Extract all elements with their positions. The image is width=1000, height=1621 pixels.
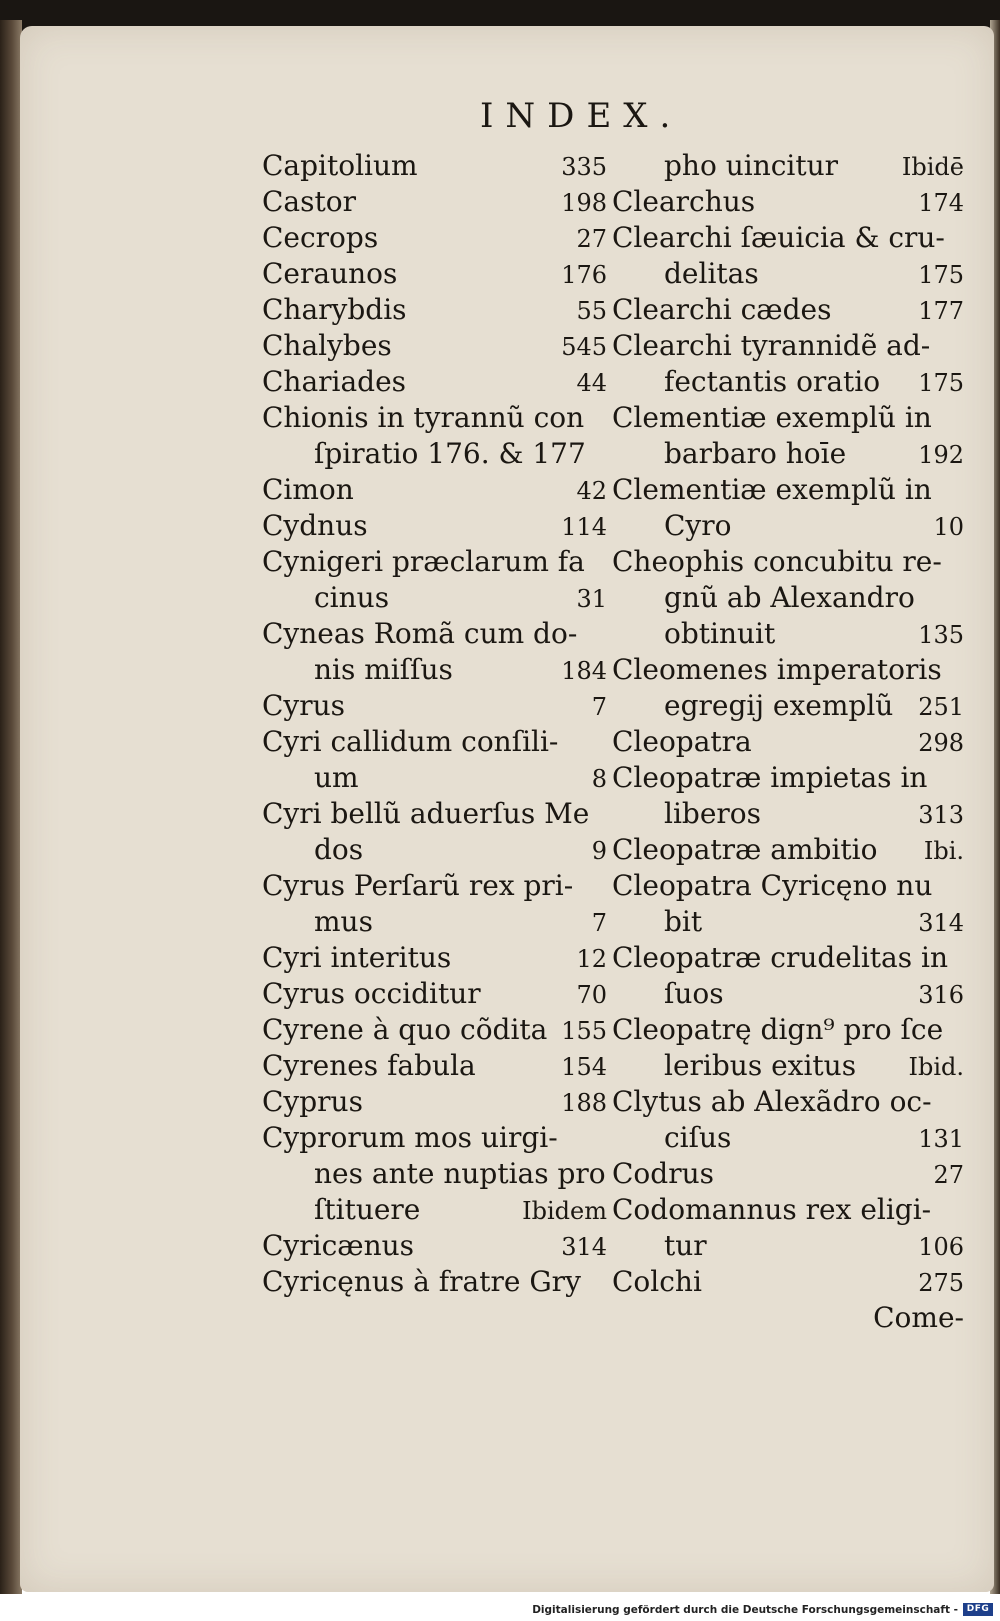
footer-funding-text: Digitalisierung gefördert durch die Deutsche Forschungsgemeinschaft - <box>532 1604 958 1616</box>
index-term: Clearchus <box>612 185 756 218</box>
index-term: Cimon <box>262 473 354 506</box>
index-page-number: 8 <box>591 765 607 793</box>
index-page-number: 175 <box>918 261 964 289</box>
index-entry <box>612 1264 964 1300</box>
index-term: Clementiæ exemplũ in <box>612 473 932 506</box>
index-entry <box>262 1156 607 1192</box>
index-entry <box>262 1120 607 1156</box>
index-entry <box>612 1228 964 1264</box>
index-page-number: 298 <box>918 729 964 757</box>
index-term: Codomannus rex eligi- <box>612 1193 932 1226</box>
index-term: Chariades <box>262 365 407 398</box>
index-entry <box>612 1084 964 1120</box>
index-entry <box>612 184 964 220</box>
index-term: Cyrene à quo cõdita <box>262 1013 548 1046</box>
index-page-number: 198 <box>561 189 607 217</box>
index-term: Cleopatra <box>612 725 752 758</box>
index-term: mus <box>314 905 373 938</box>
index-entry <box>612 328 964 364</box>
index-entry <box>612 1156 964 1192</box>
index-entry <box>612 976 964 1012</box>
index-column-right <box>612 148 964 1336</box>
index-entry <box>612 904 964 940</box>
index-entry <box>612 148 964 184</box>
index-term: Castor <box>262 185 356 218</box>
index-page-number: 12 <box>576 945 607 973</box>
index-term: delitas <box>664 257 759 290</box>
index-term: Cyprorum mos uirgi- <box>262 1121 558 1154</box>
index-entry <box>612 220 964 256</box>
index-entry <box>612 616 964 652</box>
index-entry <box>612 796 964 832</box>
index-page-number: 42 <box>576 477 607 505</box>
index-page-number: 154 <box>561 1053 607 1081</box>
index-entry <box>262 1228 607 1264</box>
index-term: Cyneas Romã cum do- <box>262 617 578 650</box>
index-entry <box>262 652 607 688</box>
index-page-number: 275 <box>918 1269 964 1297</box>
index-entry <box>262 148 607 184</box>
index-term: Cecrops <box>262 221 379 254</box>
index-entry <box>262 580 607 616</box>
index-page-number: 31 <box>576 585 607 613</box>
index-page-number: 9 <box>591 837 607 865</box>
index-entry <box>612 1012 964 1048</box>
index-page-number: 106 <box>918 1233 964 1261</box>
index-term: ſtituere <box>314 1193 421 1226</box>
index-page-number: Ibid. <box>908 1053 964 1081</box>
index-page-number: 335 <box>561 153 607 181</box>
index-page-number: 188 <box>561 1089 607 1117</box>
index-term: ſpiratio 176. & 177 <box>314 437 586 470</box>
index-term: Clearchi ſæuicia & cru- <box>612 221 945 254</box>
index-entry <box>612 508 964 544</box>
index-entry <box>262 256 607 292</box>
index-term: bit <box>664 905 703 938</box>
index-term: Cleopatrę dign⁹ pro ſce <box>612 1013 944 1046</box>
index-page-number: 175 <box>918 369 964 397</box>
index-term: Clytus ab Alexãdro oc- <box>612 1085 932 1118</box>
index-term: Clearchi cædes <box>612 293 832 326</box>
index-page-number: 70 <box>576 981 607 1009</box>
index-entry <box>262 292 607 328</box>
index-entry <box>262 832 607 868</box>
index-term: Cleopatræ crudelitas in <box>612 941 948 974</box>
index-term: Cleopatræ impietas in <box>612 761 928 794</box>
index-term: fectantis oratio <box>664 365 881 398</box>
index-page-number: Ibidem <box>522 1197 607 1225</box>
index-term: Cyprus <box>262 1085 363 1118</box>
index-entry <box>262 904 607 940</box>
catchword: Come- <box>873 1301 964 1334</box>
index-entry <box>262 940 607 976</box>
index-entry <box>262 400 607 436</box>
index-page-number: 135 <box>918 621 964 649</box>
index-entry <box>262 976 607 1012</box>
index-term: Cleopatræ ambitio <box>612 833 878 866</box>
index-entry <box>612 760 964 796</box>
index-term: Capitolium <box>262 149 418 182</box>
index-entry <box>262 1012 607 1048</box>
index-term: nes ante nuptias pro <box>314 1157 606 1190</box>
index-entry <box>262 868 607 904</box>
index-term: Cyri interitus <box>262 941 452 974</box>
index-entry <box>612 724 964 760</box>
index-page-number: 314 <box>918 909 964 937</box>
index-term: ciſus <box>664 1121 732 1154</box>
index-term: Cleomenes imperatoris <box>612 653 942 686</box>
index-term: Cyri bellũ aduerſus Me <box>262 797 590 830</box>
index-entry <box>262 436 607 472</box>
index-entry <box>262 508 607 544</box>
index-entry <box>262 1084 607 1120</box>
index-page-number: 114 <box>561 513 607 541</box>
index-term: Cyrenes fabula <box>262 1049 476 1082</box>
index-term: Clearchi tyrannidẽ ad- <box>612 329 931 362</box>
dfg-logo: DFG <box>963 1603 993 1616</box>
index-term: egregij exemplũ <box>664 689 894 722</box>
index-term: Ceraunos <box>262 257 398 290</box>
index-term: leribus exitus <box>664 1049 857 1082</box>
index-term: Clementiæ exemplũ in <box>612 401 932 434</box>
index-page-number: Ibidē <box>901 153 964 181</box>
index-term: Charybdis <box>262 293 407 326</box>
index-page-number: 184 <box>561 657 607 685</box>
index-entry <box>612 436 964 472</box>
index-term: gnũ ab Alexandro <box>664 581 915 614</box>
index-page-number: 55 <box>576 297 607 325</box>
index-entry <box>612 1120 964 1156</box>
index-page-number: 7 <box>591 909 607 937</box>
index-entry <box>612 1192 964 1228</box>
index-entry <box>262 364 607 400</box>
index-page-number: 174 <box>918 189 964 217</box>
index-entry <box>262 328 607 364</box>
index-term: Cyrus <box>262 689 346 722</box>
index-entry <box>612 940 964 976</box>
index-page-number: 131 <box>918 1125 964 1153</box>
index-page-number: 177 <box>918 297 964 325</box>
index-column-left <box>262 148 607 1300</box>
index-term: Cyrus occiditur <box>262 977 481 1010</box>
index-term: ſuos <box>664 977 724 1010</box>
index-entry <box>262 472 607 508</box>
index-term: Codrus <box>612 1157 714 1190</box>
index-page-number: 313 <box>918 801 964 829</box>
index-page-number: 44 <box>576 369 607 397</box>
index-term: Cheophis concubitu re- <box>612 545 942 578</box>
index-entry <box>262 616 607 652</box>
index-term: Cyricænus <box>262 1229 415 1262</box>
index-entry <box>262 544 607 580</box>
index-entry <box>612 868 964 904</box>
index-entry <box>612 1048 964 1084</box>
index-entry <box>262 184 607 220</box>
index-page-number: 27 <box>576 225 607 253</box>
index-term: um <box>314 761 359 794</box>
index-page-number: 545 <box>561 333 607 361</box>
index-entry <box>612 832 964 868</box>
index-page-number: 176 <box>561 261 607 289</box>
index-entry <box>262 688 607 724</box>
index-entry <box>612 292 964 328</box>
index-entry <box>262 796 607 832</box>
index-entry <box>262 760 607 796</box>
index-page-number: 251 <box>918 693 964 721</box>
index-term: Cyrus Perſarũ rex pri- <box>262 869 574 902</box>
index-entry <box>612 580 964 616</box>
index-term: Cleopatra Cyricęno nu <box>612 869 933 902</box>
index-term: Cynigeri præclarum fa <box>262 545 585 578</box>
index-entry <box>612 256 964 292</box>
index-term: nis miſſus <box>314 653 453 686</box>
index-entry <box>262 220 607 256</box>
index-term: liberos <box>664 797 762 830</box>
index-page-number: 314 <box>561 1233 607 1261</box>
index-term: Chalybes <box>262 329 392 362</box>
index-term: obtinuit <box>664 617 776 650</box>
index-entry <box>612 472 964 508</box>
index-page-number: 155 <box>561 1017 607 1045</box>
index-term: Cyro <box>664 509 732 542</box>
index-term: Cyricęnus à fratre Gry <box>262 1265 581 1298</box>
scan-left-edge <box>0 20 22 1600</box>
index-page-number: 316 <box>918 981 964 1009</box>
index-term: cinus <box>314 581 390 614</box>
index-term: barbaro hoīe <box>664 437 847 470</box>
index-entry <box>612 364 964 400</box>
index-entry <box>612 400 964 436</box>
index-page-number: 27 <box>933 1161 964 1189</box>
index-term: Colchi <box>612 1265 702 1298</box>
index-term: pho uincitur <box>664 149 839 182</box>
index-page-number: 192 <box>918 441 964 469</box>
index-term: Chionis in tyrannũ con <box>262 401 585 434</box>
index-term: tur <box>664 1229 707 1262</box>
index-entry <box>612 652 964 688</box>
index-term: Cyri callidum conſili- <box>262 725 559 758</box>
index-term: dos <box>314 833 364 866</box>
index-entry <box>262 1048 607 1084</box>
index-page-number: 10 <box>933 513 964 541</box>
index-entry <box>262 1192 607 1228</box>
page-heading: INDEX. <box>480 96 683 136</box>
index-entry <box>612 688 964 724</box>
index-page-number: Ibi. <box>923 837 964 865</box>
index-entry <box>262 724 607 760</box>
index-entry <box>262 1264 607 1300</box>
index-entry <box>612 544 964 580</box>
index-page-number: 7 <box>591 693 607 721</box>
index-term: Cydnus <box>262 509 368 542</box>
